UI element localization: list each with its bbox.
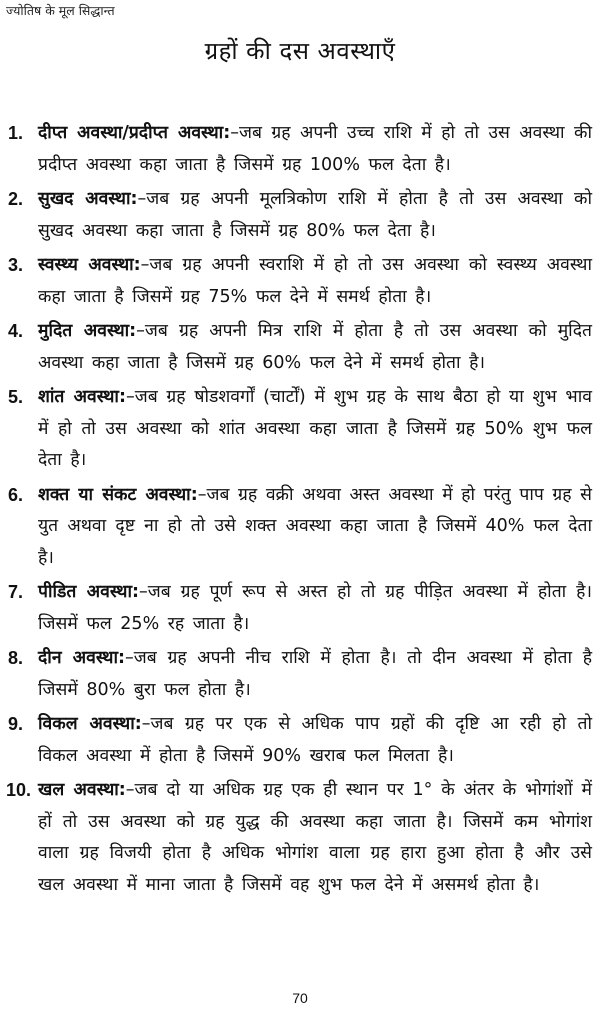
list-item — [8, 643, 592, 706]
page-title: ग्रहों की दस अवस्थाएँ — [204, 37, 396, 65]
item-body — [38, 582, 592, 634]
item-number: 6. — [8, 484, 24, 505]
item-body — [38, 123, 592, 175]
item-text: –जब ग्रह अपनी मित्र राशि में होता है तो उस अवस्था को मुदित अवस्था कहा जाता है जिसमें ग्रह 60% फल देने में समर्थ होता है। — [38, 321, 592, 373]
item-body — [38, 648, 592, 700]
item-number: 5. — [8, 387, 24, 407]
list-item — [8, 577, 592, 640]
item-term: मुदित अवस्था: — [38, 321, 137, 341]
item-text: –जब ग्रह पर एक से अधिक पाप ग्रहों की दृष्टि आ रही हो तो विकल अवस्था में होता है जिसमें 90% खराब फल मिलता है। — [38, 714, 592, 766]
page-number: 70 — [292, 990, 308, 1006]
item-body — [38, 714, 592, 766]
item-text: –जब ग्रह अपनी मूलत्रिकोण राशि में होता है तो उस अवस्था को सुखद अवस्था कहा जाता है जिसमें ग्रह 80% फल देता है। — [38, 189, 592, 241]
list-item — [8, 775, 592, 901]
item-number: 10. — [6, 780, 32, 800]
item-term: दीप्त अवस्था/प्रदीप्त अवस्था: — [38, 123, 231, 143]
item-term: शक्त या संकट अवस्था: — [38, 484, 198, 505]
item-number: 1. — [8, 123, 24, 143]
item-text: –जब ग्रह अपनी नीच राशि में होता है। तो दीन अवस्था में होता है जिसमें 80% बुरा फल होता है। — [38, 648, 592, 700]
list-item — [8, 118, 592, 181]
item-term: दीन अवस्था: — [38, 648, 126, 668]
item-number: 4. — [8, 321, 24, 341]
item-term: शांत अवस्था: — [38, 387, 126, 407]
item-term: सुखद अवस्था: — [38, 189, 138, 209]
avastha-list — [8, 118, 592, 904]
item-body — [38, 255, 592, 307]
item-term: विकल अवस्था: — [38, 714, 142, 734]
list-item — [8, 382, 592, 477]
item-text: –जब दो या अधिक ग्रह एक ही स्थान पर 1° के अंतर के भोगांशों में हों तो उस अवस्था को ग्रह युद्ध की अवस्था कहा जाता है। जिसमें कम भोगांश वाला ग्रह विजयी होता है अधिक भोगांश वाला ग्रह हारा हुआ होता है और उसे खल अवस्था में माना जाता है जिसमें वह शुभ फल देने में असमर्थ होता है। — [38, 780, 592, 895]
item-text: –जब ग्रह अपनी उच्च राशि में हो तो उस अवस्था की प्रदीप्त अवस्था कहा जाता है जिसमें ग्रह 100% फल देता है। — [38, 123, 592, 175]
list-item — [8, 184, 592, 247]
item-body — [38, 189, 592, 241]
item-number: 8. — [8, 648, 24, 668]
item-term: खल अवस्था: — [38, 780, 126, 800]
item-text: –जब ग्रह पूर्ण रूप से अस्त हो तो ग्रह पीड़ित अवस्था में होता है। जिसमें फल 25% रह जाता है। — [38, 582, 592, 634]
list-item — [8, 316, 592, 379]
list-item — [8, 250, 592, 313]
item-term: स्वस्थ्य अवस्था: — [38, 255, 141, 275]
item-text: –जब ग्रह अपनी स्वराशि में हो तो उस अवस्था को स्वस्थ्य अवस्था कहा जाता है जिसमें ग्रह 75% फल देने में समर्थ होता है। — [38, 255, 592, 307]
item-body — [38, 485, 592, 568]
item-text: –जब ग्रह वक्री अथवा अस्त अवस्था में हो परंतु पाप ग्रह से युत अथवा दृष्ट ना हो तो उसे शक्त अवस्था कहा जाता है जिसमें 40% फल देता है। — [38, 484, 592, 568]
item-number: 7. — [8, 582, 24, 602]
item-body — [38, 321, 592, 373]
item-text: –जब ग्रह षोडशवर्गों (चार्टों) में शुभ ग्रह के साथ बैठा हो या शुभ भाव में हो तो उस अवस्था को शांत अवस्था कहा जाता है जिसमें ग्रह 50% शुभ फल देता है। — [38, 387, 592, 470]
item-number: 3. — [8, 255, 24, 275]
item-term: पीडित अवस्था: — [38, 582, 140, 602]
item-number: 9. — [8, 714, 24, 734]
list-item — [8, 480, 592, 575]
item-body — [38, 387, 592, 470]
item-body — [38, 780, 592, 895]
item-number: 2. — [8, 189, 24, 209]
running-header: ज्योतिष के मूल सिद्धान्त — [6, 3, 115, 18]
list-item — [8, 709, 592, 772]
